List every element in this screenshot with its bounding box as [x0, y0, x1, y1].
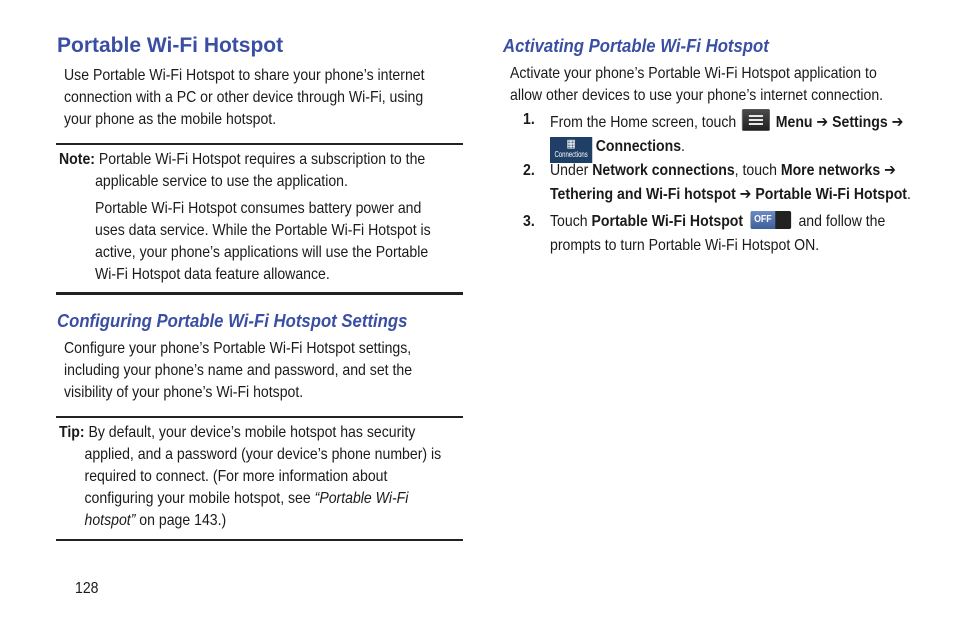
note-line: active, your phone’s applications will use the Portable: [95, 244, 429, 261]
configuring-paragraph: [64, 338, 412, 404]
menu-path: Menu ➔ Settings ➔: [775, 114, 904, 131]
activating-line: Activate your phone’s Portable Wi-Fi Hotspot application to: [510, 65, 877, 82]
step-3: Touch Portable Wi-Fi Hotspot OFF and follow the prompts to turn Portable Wi-Fi Hotspot ON.: [550, 211, 885, 257]
note-line: applicable service to use the application.: [95, 173, 348, 190]
network-connections-label: Network connections: [592, 162, 735, 179]
tip-bottom-divider: [56, 539, 463, 541]
section-heading-configuring: Configuring Portable Wi-Fi Hotspot Settings: [57, 311, 408, 331]
portable-hotspot-label: Portable Wi-Fi Hotspot: [591, 213, 744, 230]
note-line: uses data service. While the Portable Wi-Fi Hotspot is: [95, 222, 431, 239]
step-1: From the Home screen, touch Menu ➔ Settings ➔ ▦ Connections Connections.: [550, 109, 903, 163]
note-line: Portable Wi-Fi Hotspot requires a subscription to the: [98, 151, 426, 168]
tip-line: required to connect. (For more information about: [84, 468, 388, 485]
tip-line: applied, and a password (your device’s phone number) is: [84, 446, 442, 463]
activating-paragraph: [510, 63, 883, 107]
page-title: Portable Wi-Fi Hotspot: [57, 34, 284, 57]
tip-line: By default, your device’s mobile hotspot has security: [88, 424, 416, 441]
tip-block: [59, 422, 441, 532]
tip-line: on page 143.): [135, 512, 227, 529]
more-networks-label: More networks ➔: [780, 162, 896, 179]
step-text: From the Home screen, touch: [550, 114, 737, 131]
note-block: [59, 149, 425, 193]
tethering-path: Tethering and Wi-Fi hotspot ➔ Portable Wi-Fi Hotspot: [550, 186, 907, 203]
activating-line: allow other devices to use your phone’s internet connection.: [510, 87, 884, 104]
intro-line: connection with a PC or other device through Wi-Fi, using: [64, 89, 424, 106]
step-number: 2.: [523, 162, 535, 179]
intro-line: Use Portable Wi-Fi Hotspot to share your phone’s internet: [64, 67, 425, 84]
tip-line: configuring your mobile hotspot, see: [84, 490, 315, 507]
tip-top-divider: [56, 416, 463, 418]
intro-line: your phone as the mobile hotspot.: [64, 111, 277, 128]
connections-icon: ▦ Connections: [550, 137, 592, 163]
cross-reference-link[interactable]: hotspot”: [84, 512, 136, 529]
step-number: 1.: [523, 111, 535, 128]
menu-icon: [742, 109, 770, 131]
configuring-line: including your phone’s name and password, and set the: [64, 362, 413, 379]
step-text: prompts to turn Portable Wi-Fi Hotspot ON.: [550, 237, 820, 254]
off-toggle-icon: OFF: [751, 211, 791, 229]
step-2: Under Network connections, touch More networks ➔ Tethering and Wi-Fi hotspot ➔ Portable Wi-Fi Hotspot.: [550, 162, 911, 203]
page-number: 128: [75, 580, 99, 597]
note-line: Wi-Fi Hotspot data feature allowance.: [95, 266, 330, 283]
connections-label: Connections: [595, 138, 682, 155]
note-paragraph-2: [95, 198, 431, 286]
step-number: 3.: [523, 213, 535, 230]
note-top-divider: [56, 143, 463, 145]
tip-label: Tip:: [59, 424, 85, 441]
note-bottom-divider: [56, 292, 463, 295]
cross-reference-link[interactable]: “Portable Wi-Fi: [314, 490, 409, 507]
intro-paragraph: [64, 65, 425, 131]
configuring-line: visibility of your phone’s Wi-Fi hotspot.: [64, 384, 304, 401]
note-line: Portable Wi-Fi Hotspot consumes battery power and: [95, 200, 422, 217]
note-label: Note:: [59, 151, 95, 168]
configuring-line: Configure your phone’s Portable Wi-Fi Hotspot settings,: [64, 340, 412, 357]
section-heading-activating: Activating Portable Wi-Fi Hotspot: [503, 36, 769, 56]
